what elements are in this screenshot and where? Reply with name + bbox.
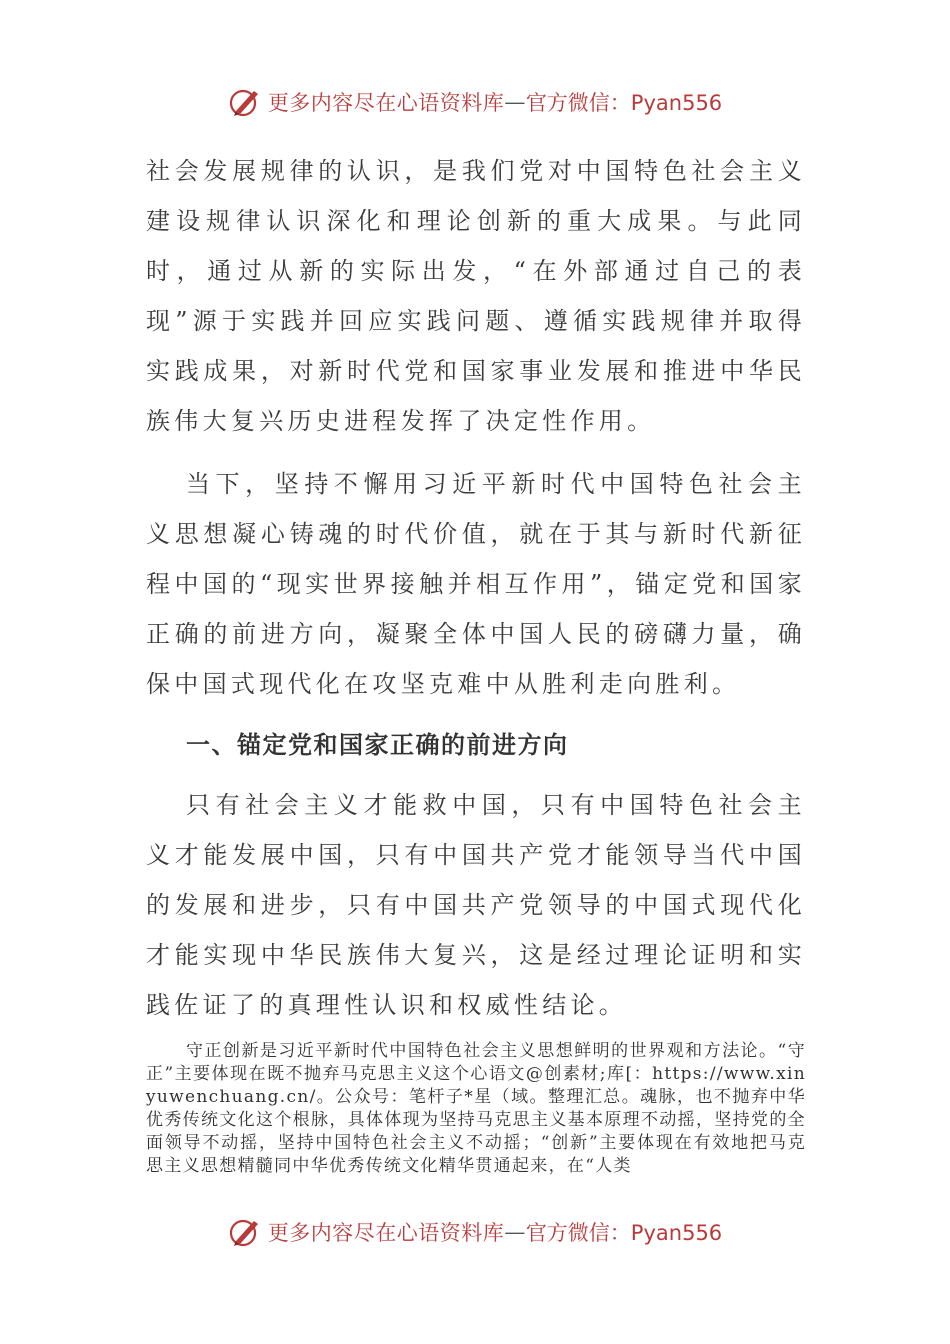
banner-wechat: 官方微信：Pyan556 bbox=[525, 1221, 723, 1245]
pen-logo-icon bbox=[228, 85, 262, 119]
banner-title: 更多内容尽在心语资料库 bbox=[267, 1221, 505, 1245]
footer-banner bbox=[0, 1210, 950, 1254]
banner-title: 更多内容尽在心语资料库 bbox=[267, 91, 505, 115]
paragraph-2: 当下，坚持不懈用习近平新时代中国特色社会主义思想凝心铸魂的时代价值，就在于其与新时代新征程中国的“现实世界接触并相互作用”，锚定党和国家正确的前进方向，凝聚全体中国人民的磅礴力量，确保中国式现代化在攻坚克难中从胜利走向胜利。 bbox=[146, 470, 806, 698]
banner-wechat: 官方微信：Pyan556 bbox=[525, 91, 723, 115]
header-banner bbox=[0, 80, 950, 124]
banner-dash: — bbox=[504, 1220, 526, 1244]
pen-logo-icon bbox=[228, 1215, 262, 1249]
paragraph-1: 社会发展规律的认识，是我们党对中国特色社会主义建设规律认识深化和理论创新的重大成果。与此同时，通过从新的实际出发，“在外部通过自己的表现”源于实践并回应实践问题、遵循实践规律并取得实践成果，对新时代党和国家事业发展和推进中华民族伟大复兴历史进程发挥了决定性作用。 bbox=[146, 157, 806, 435]
banner-dash: — bbox=[504, 90, 526, 114]
small-paragraph: 守正创新是习近平新时代中国特色社会主义思想鲜明的世界观和方法论。“守正”主要体现在既不抛弃马克思主义这个心语文@创素材;库[：https://www.xinyuwenchuang.cn/。公众号：笔杆子*星（域。整理汇总。魂脉，也不抛弃中华优秀传统文化这个根脉，具体体现为坚持马克思主义基本原理不动摇，坚持党的全面领导不动摇，坚持中国特色社会主义不动摇；“创新”主要体现在有效地把马克思主义思想精髓同中华优秀传统文化精华贯通起来，在“人类 bbox=[146, 1041, 806, 1176]
paragraph-3: 只有社会主义才能救中国，只有中国特色社会主义才能发展中国，只有中国共产党才能领导当代中国的发展和进步，只有中国共产党领导的中国式现代化才能实现中华民族伟大复兴，这是经过理论证明和实践佐证了的真理性认识和权威性结论。 bbox=[146, 791, 806, 1019]
section-heading: 一、锚定党和国家正确的前进方向 bbox=[186, 730, 569, 759]
